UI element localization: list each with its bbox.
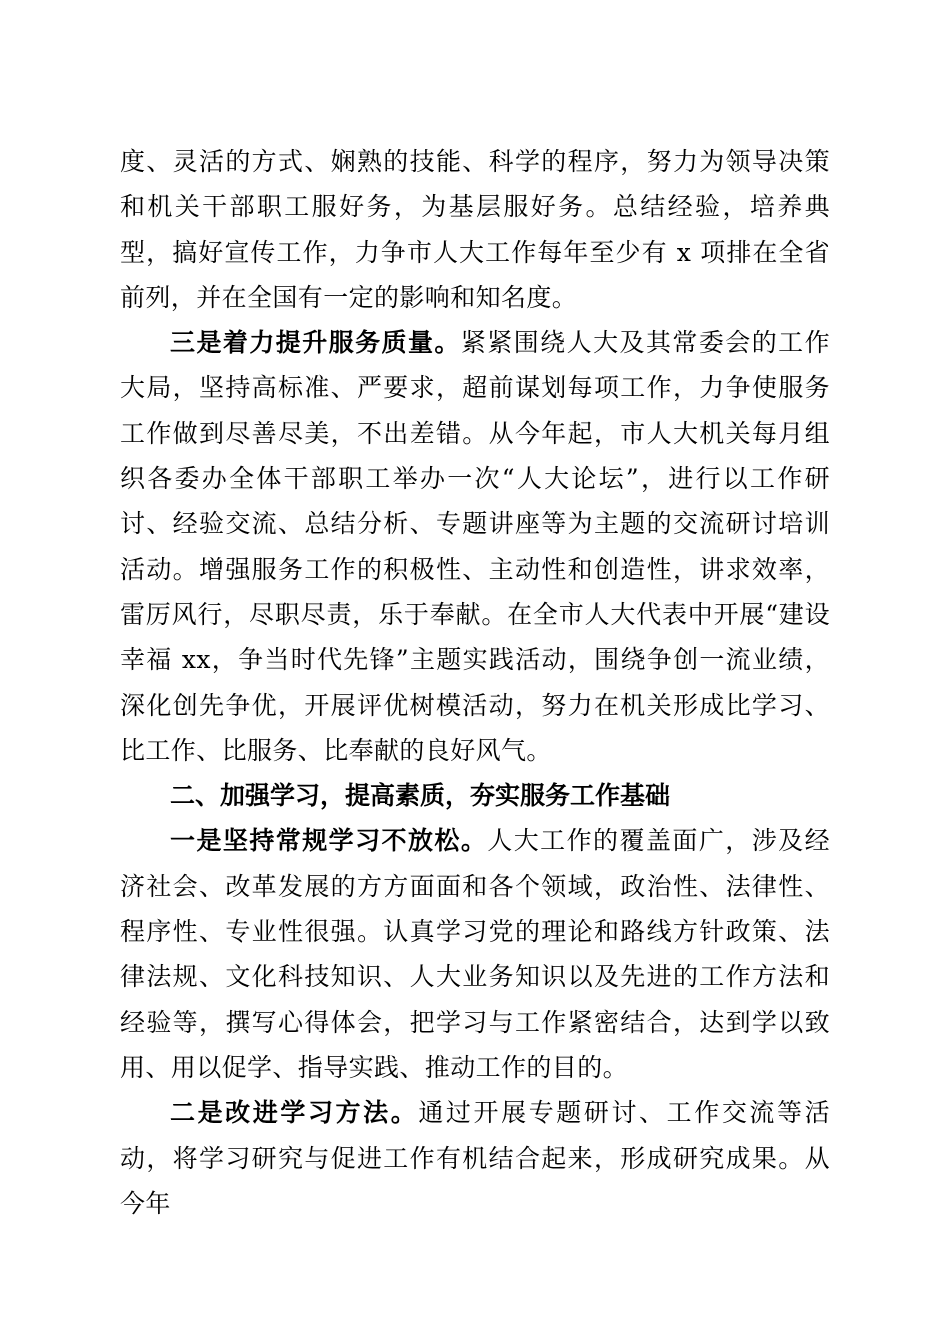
paragraph-lead: 二是改进学习方法。: [170, 1098, 419, 1128]
section-heading: 二、加强学习，提高素质，夯实服务工作基础: [170, 781, 671, 811]
paragraph-body: 人大工作的覆盖面广，涉及经济社会、改革发展的方方面面和各个领域，政治性、法律性、程序性、专业性很强。认真学习党的理论和路线方针政策、法律法规、文化科技知识、人大业务知识以及先进的工作方法和经验等，撰写心得体会，把学习与工作紧密结合，达到学以致用、用以促学、指导实践、推动工作的目的。: [120, 826, 830, 1082]
paragraph-lead: 一是坚持常规学习不放松。: [170, 826, 488, 856]
paragraph-continuation: 度、灵活的方式、娴熟的技能、科学的程序，努力为领导决策和机关干部职工服好务，为基层服好务。总结经验，培养典型，搞好宣传工作，力争市人大工作每年至少有 x 项排在全省前列，并在全国有一定的影响和知名度。: [120, 147, 830, 312]
document-body: [120, 139, 830, 1226]
paragraph-study-methods: [120, 1090, 830, 1226]
paragraph-body: 通过开展专题研讨、工作交流等活动，将学习研究与促进工作有机结合起来，形成研究成果。从今年: [120, 1098, 830, 1218]
paragraph-lead: 三是着力提升服务质量。: [170, 328, 461, 358]
paragraph-body: 紧紧围绕人大及其常委会的工作大局，坚持高标准、严要求，超前谋划每项工作，力争使服务工作做到尽善尽美，不出差错。从今年起，市人大机关每月组织各委办全体干部职工举办一次“人大论坛”，进行以工作研讨、经验交流、总结分析、专题讲座等为主题的交流研讨培训活动。增强服务工作的积极性、主动性和创造性，讲求效率，雷厉风行，尽职尽责，乐于奉献。在全市人大代表中开展“建设幸福 xx，争当时代先锋”主题实践活动，围绕争创一流业绩，深化创先争优，开展评优树模活动，努力在机关形成比学习、比工作、比服务、比奉献的良好风气。: [120, 328, 830, 765]
paragraph-service-quality: [120, 320, 830, 773]
paragraph-regular-study: [120, 818, 830, 1090]
